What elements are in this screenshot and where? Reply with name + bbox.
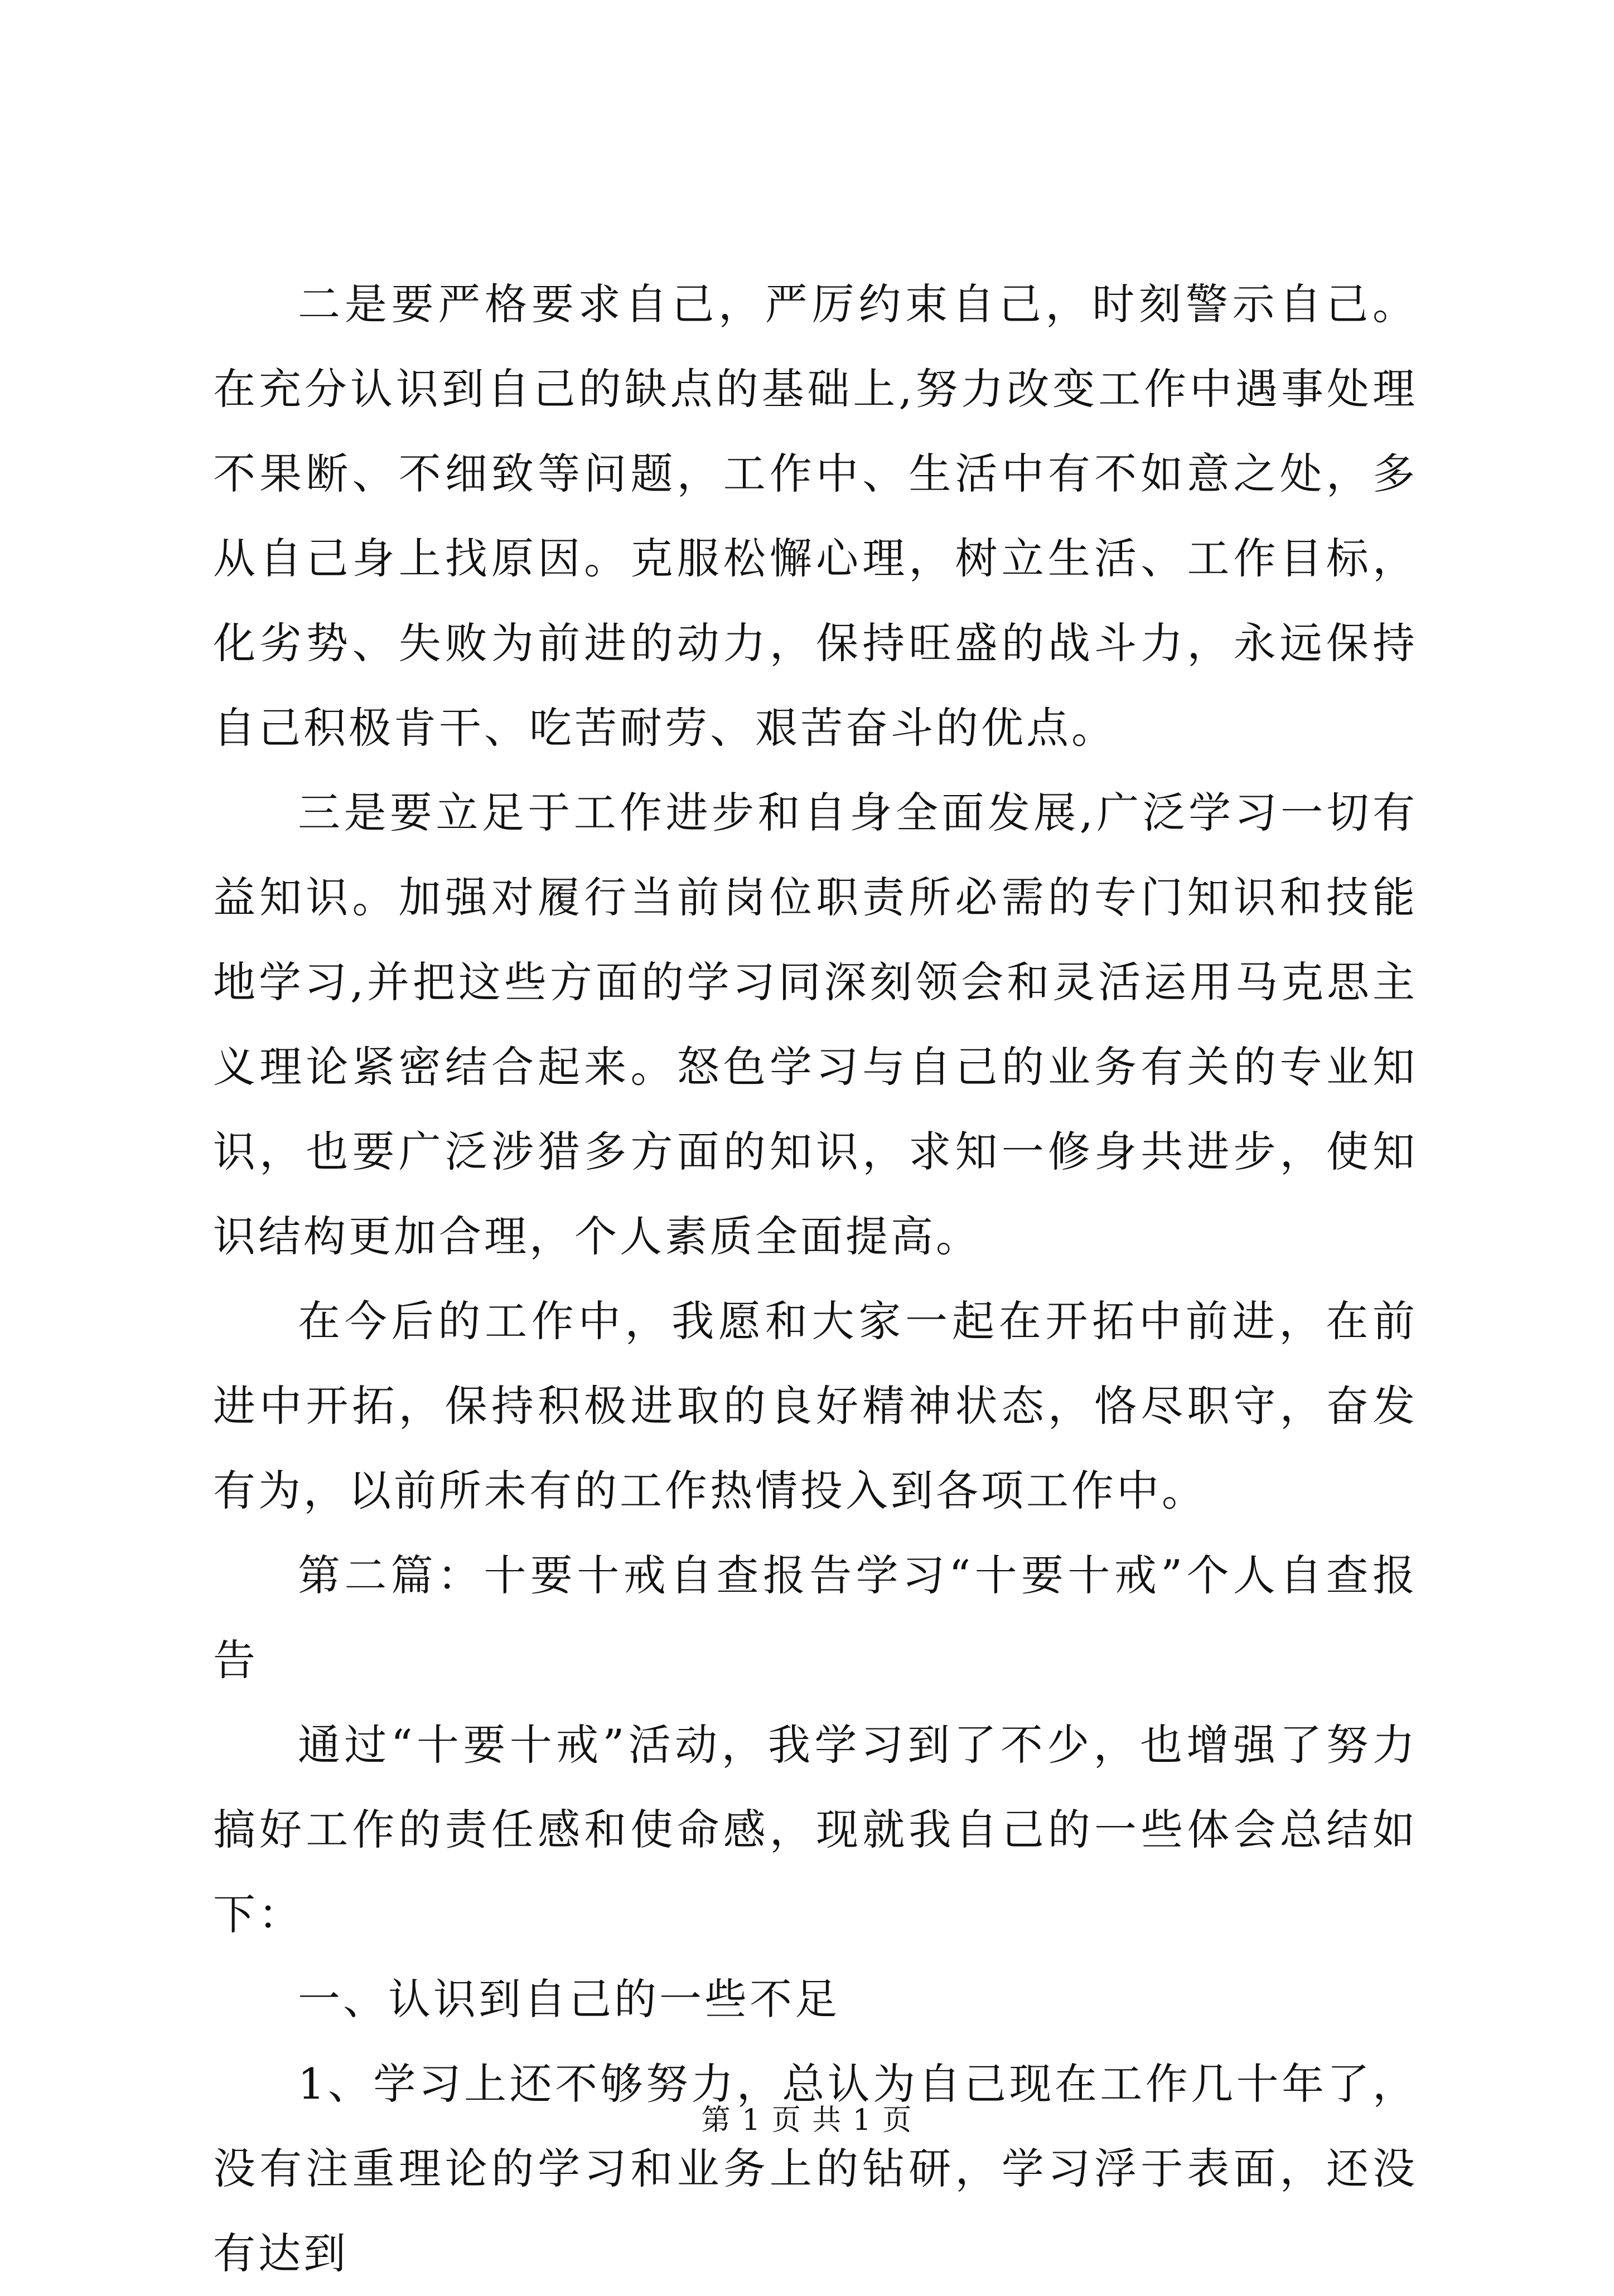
paragraph-1: 二是要严格要求自己，严厉约束自己，时刻警示自己。在充分认识到自己的缺点的基础上,努力改变工作中遇事处理不果断、不细致等问题，工作中、生活中有不如意之处，多从自己身上找原因。克服松懈心理，树立生活、工作目标，化劣势、失败为前进的动力，保持旺盛的战斗力，永远保持自己积极肯干、吃苦耐劳、艰苦奋斗的优点。 [213, 279, 1418, 753]
paragraph-2: 三是要立足于工作进步和自身全面发展,广泛学习一切有益知识。加强对履行当前岗位职责所必需的专门知识和技能地学习,并把这些方面的学习同深刻领会和灵活运用马克思主义理论紧密结合起来。怒色学习与自己的业务有关的专业知识，也要广泛涉猎多方面的知识，求知一修身共进步，使知识结构更加合理，个人素质全面提高。 [213, 788, 1418, 1261]
section-heading-chapter-2: 第二篇：十要十戒自查报告学习“十要十戒”个人自查报告 [213, 1551, 1418, 1685]
page-footer: 第 1 页 共 1 页 [701, 2104, 913, 2137]
document-body [213, 262, 1418, 2296]
paragraph-4: 通过“十要十戒”活动，我学习到了不少，也增强了努力搞好工作的责任感和使命感，现就我自己的一些体会总结如下： [213, 1720, 1418, 1939]
paragraph-3: 在今后的工作中，我愿和大家一起在开拓中前进，在前进中开拓，保持积极进取的良好精神状态，恪尽职守，奋发有为，以前所未有的工作热情投入到各项工作中。 [213, 1296, 1418, 1515]
paragraph-5: 1、学习上还不够努力，总认为自己现在工作几十年了，没有注重理论的学习和业务上的钻研，学习浮于表面，还没有达到 [213, 2059, 1418, 2278]
subheading-shortcomings: 一、认识到自己的一些不足 [298, 1974, 840, 2024]
